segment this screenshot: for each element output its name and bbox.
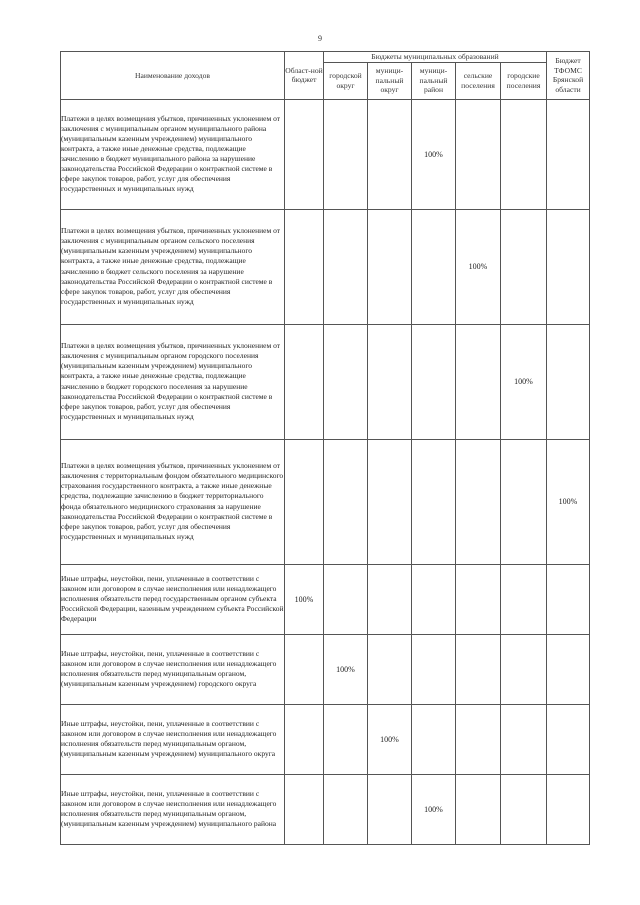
value-rural-settlements	[456, 564, 501, 634]
value-tfoms	[547, 634, 590, 704]
value-municipal-okrug	[368, 564, 412, 634]
value-rural-settlements	[456, 324, 501, 439]
value-urban-settlements	[501, 774, 547, 844]
value-tfoms	[547, 209, 590, 324]
value-tfoms	[547, 564, 590, 634]
value-municipal-district	[412, 324, 456, 439]
value-municipal-okrug	[368, 209, 412, 324]
value-urban-settlements: 100%	[501, 324, 547, 439]
revenue-distribution-table	[60, 51, 590, 845]
value-municipal-okrug	[368, 99, 412, 209]
value-city-district: 100%	[324, 634, 368, 704]
header-regional-budget: Област-ной бюджет	[285, 52, 324, 100]
header-revenue-name: Наименование доходов	[61, 52, 285, 100]
value-urban-settlements	[501, 99, 547, 209]
value-municipal-okrug	[368, 324, 412, 439]
value-rural-settlements	[456, 634, 501, 704]
value-municipal-okrug: 100%	[368, 704, 412, 774]
value-tfoms: 100%	[547, 439, 590, 564]
value-city-district	[324, 564, 368, 634]
table-row	[61, 324, 590, 439]
value-regional	[285, 209, 324, 324]
value-municipal-okrug	[368, 774, 412, 844]
value-rural-settlements	[456, 99, 501, 209]
value-municipal-district: 100%	[412, 99, 456, 209]
value-regional: 100%	[285, 564, 324, 634]
value-urban-settlements	[501, 564, 547, 634]
value-municipal-district: 100%	[412, 774, 456, 844]
value-city-district	[324, 439, 368, 564]
value-rural-settlements	[456, 774, 501, 844]
value-city-district	[324, 209, 368, 324]
value-municipal-okrug	[368, 634, 412, 704]
table-row	[61, 439, 590, 564]
table-row	[61, 564, 590, 634]
page-number: 9	[318, 34, 322, 43]
header-urban-settlements: городские поселения	[501, 62, 547, 99]
header-municipal-okrug: муници-пальный округ	[368, 62, 412, 99]
value-regional	[285, 99, 324, 209]
value-municipal-district	[412, 439, 456, 564]
revenue-description: Платежи в целях возмещения убытков, причиненных уклонением от заключения с муниципальным органом муниципального района (муниципальным казенным учреждением) муниципального контракта, а также иные денежные средства, подлежащие зачислению в бюджет муниципального района за нарушение законодательства Российской Федерации о контрактной системе в сфере закупок товаров, работ, услуг для обеспечения государственных и муниципальных нужд	[61, 99, 285, 209]
header-city-district: городской округ	[324, 62, 368, 99]
table-row	[61, 209, 590, 324]
value-regional	[285, 324, 324, 439]
header-rural-settlements: сельские поселения	[456, 62, 501, 99]
value-regional	[285, 439, 324, 564]
value-rural-settlements: 100%	[456, 209, 501, 324]
revenue-description: Платежи в целях возмещения убытков, причиненных уклонением от заключения с муниципальным органом сельского поселения (муниципальным казенным учреждением) муниципального контракта, а также иные денежные средства, подлежащие зачислению в бюджет сельского поселения за нарушение законодательства Российской Федерации о контрактной системе в сфере закупок товаров, работ, услуг для обеспечения государственных и муниципальных нужд	[61, 209, 285, 324]
revenue-description: Иные штрафы, неустойки, пени, уплаченные в соответствии с законом или договором в случае неисполнения или ненадлежащего исполнения обязательств перед муниципальным органом, (муниципальным казенным учреждением) муниципального округа	[61, 704, 285, 774]
value-tfoms	[547, 704, 590, 774]
value-urban-settlements	[501, 634, 547, 704]
value-city-district	[324, 99, 368, 209]
value-tfoms	[547, 99, 590, 209]
value-tfoms	[547, 324, 590, 439]
revenue-description: Иные штрафы, неустойки, пени, уплаченные в соответствии с законом или договором в случае неисполнения или ненадлежащего исполнения обязательств перед государственным органом субъекта Российской Федерации, казенным учреждением субъекта Российской Федерации	[61, 564, 285, 634]
value-municipal-okrug	[368, 439, 412, 564]
value-rural-settlements	[456, 704, 501, 774]
revenue-description: Иные штрафы, неустойки, пени, уплаченные в соответствии с законом или договором в случае неисполнения или ненадлежащего исполнения обязательств перед муниципальным органом, (муниципальным казенным учреждением) городского округа	[61, 634, 285, 704]
header-municipal-district: муници-пальный район	[412, 62, 456, 99]
value-municipal-district	[412, 634, 456, 704]
value-urban-settlements	[501, 209, 547, 324]
revenue-description: Платежи в целях возмещения убытков, причиненных уклонением от заключения с территориальным фондом обязательного медицинского страхования государственного контракта, а также иные денежные средства, подлежащие зачислению в бюджет территориального фонда обязательного медицинского страхования за нарушение законодательства Российской Федерации о контрактной системе в сфере закупок товаров, работ, услуг для обеспечения государственных и муниципальных нужд	[61, 439, 285, 564]
revenue-description: Платежи в целях возмещения убытков, причиненных уклонением от заключения с муниципальным органом городского поселения (муниципальным казенным учреждением) муниципального контракта, а также иные денежные средства, подлежащие зачислению в бюджет городского поселения за нарушение законодательства Российской Федерации о контрактной системе в сфере закупок товаров, работ, услуг для обеспечения государственных и муниципальных нужд	[61, 324, 285, 439]
value-regional	[285, 704, 324, 774]
table-row	[61, 774, 590, 844]
value-urban-settlements	[501, 439, 547, 564]
value-city-district	[324, 704, 368, 774]
table-row	[61, 634, 590, 704]
value-municipal-district	[412, 704, 456, 774]
value-municipal-district	[412, 564, 456, 634]
value-regional	[285, 634, 324, 704]
header-tfoms-budget: Бюджет ТФОМС Брянской области	[547, 52, 590, 100]
value-rural-settlements	[456, 439, 501, 564]
table-row	[61, 99, 590, 209]
value-tfoms	[547, 774, 590, 844]
value-municipal-district	[412, 209, 456, 324]
value-urban-settlements	[501, 704, 547, 774]
value-city-district	[324, 324, 368, 439]
header-municipal-budgets: Бюджеты муниципальных образований	[324, 52, 547, 63]
table-row	[61, 704, 590, 774]
value-city-district	[324, 774, 368, 844]
value-regional	[285, 774, 324, 844]
revenue-description: Иные штрафы, неустойки, пени, уплаченные в соответствии с законом или договором в случае неисполнения или ненадлежащего исполнения обязательств перед муниципальным органом, (муниципальным казенным учреждением) муниципального района	[61, 774, 285, 844]
